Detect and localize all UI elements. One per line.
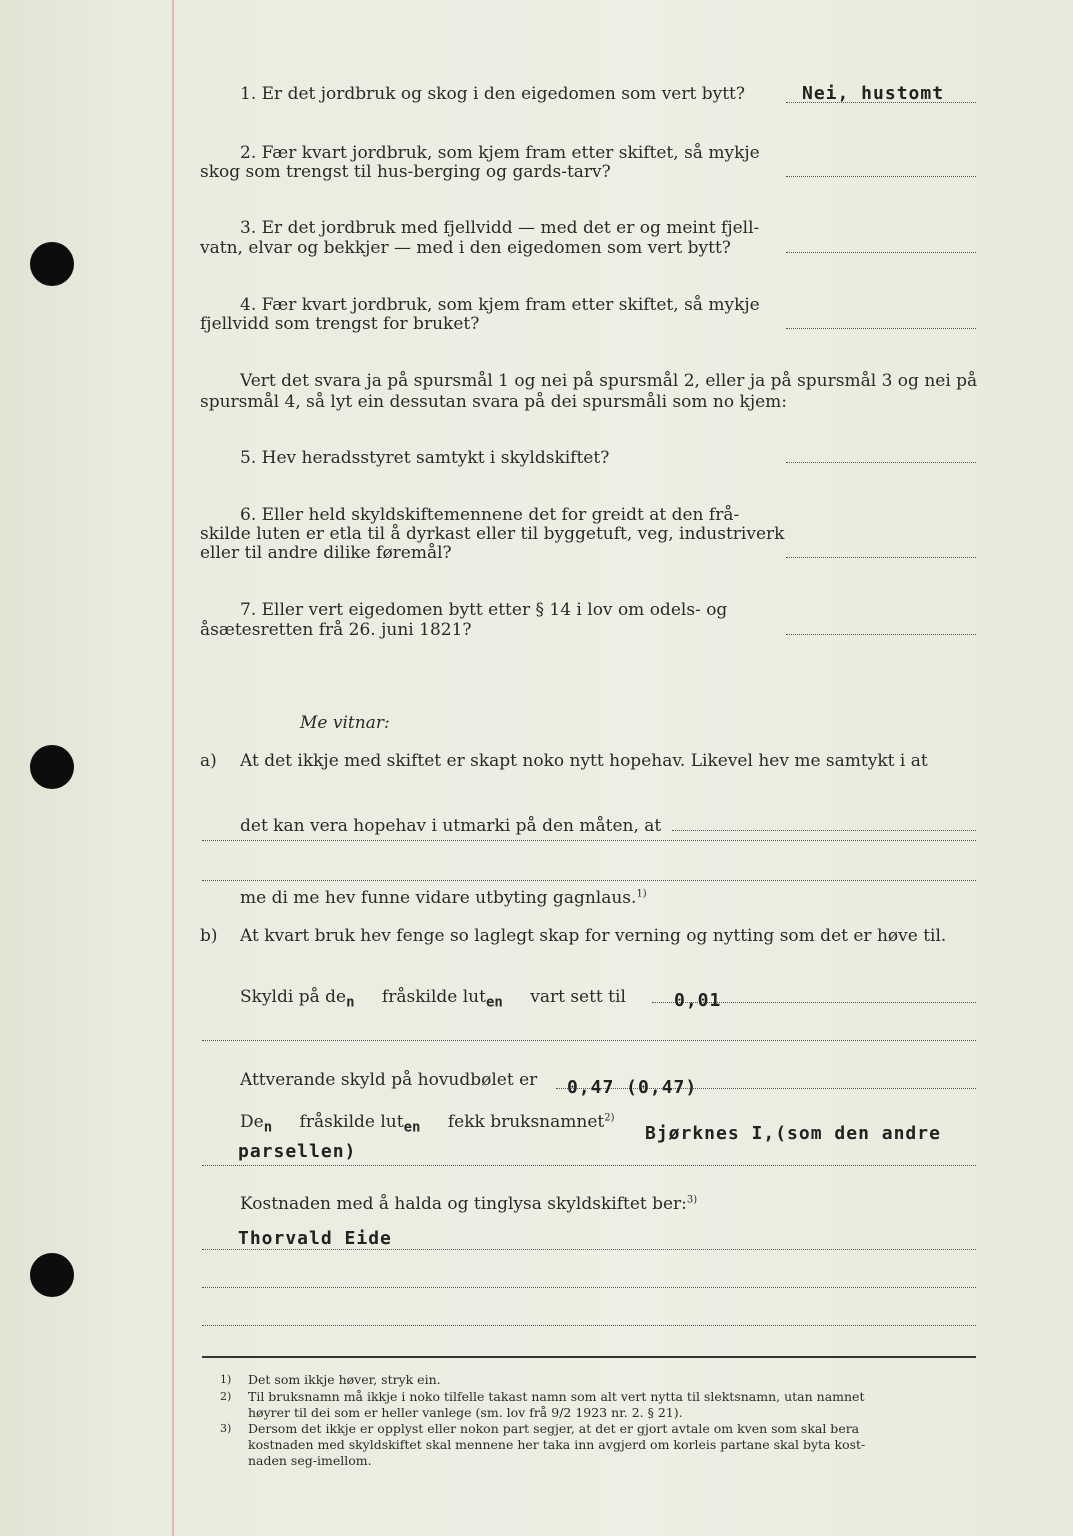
item-b-line-1: At kvart bruk hev fenge so laglegt skap for verning og nytting som det er høve til. <box>240 926 947 946</box>
item-a-line-2: det kan vera hopehav i utmarki på den måten, at <box>240 816 662 836</box>
question-6-line-1: 6. Eller held skyldskiftemennene det for greidt at den frå- <box>240 505 740 525</box>
punch-hole-middle <box>30 745 74 789</box>
question-7-line-2: åsætesretten frå 26. juni 1821? <box>200 620 472 640</box>
name-value-line-1: Bjørknes I,(som den andre <box>645 1123 941 1144</box>
question-3-line-2: vatn, elvar og bekkjer — med i den eigedomen som vert bytt? <box>200 238 731 258</box>
question-2-line-1: 2. Fær kvart jordbruk, som kjem fram etter skiftet, så mykje <box>240 143 760 163</box>
cost-label: Kostnaden med å halda og tinglysa skyldskiftet ber:$^{3)}$ <box>240 1194 698 1214</box>
intro-line-2: spursmål 4, så lyt ein dessutan svara på dei spursmåli som no kjem: <box>200 392 787 412</box>
question-2-line-2: skog som trengst til hus-berging og gards-tarv? <box>200 162 611 182</box>
item-a-marker: a) <box>200 751 217 771</box>
skyld-value: 0,01 <box>674 990 722 1011</box>
footnote-divider <box>202 1356 976 1358</box>
question-4-line-2: fjellvidd som trengst for bruket? <box>200 314 480 334</box>
footnote-1: Det som ikkje høver, stryk ein. <box>248 1372 441 1387</box>
question-6-line-3: eller til andre dilike føremål? <box>200 543 452 563</box>
answer-line-5 <box>786 462 976 463</box>
footnote-2-marker: 2) <box>220 1390 232 1403</box>
skyld-label: Skyldi på $de_n$ fråskilde lut$_{en}$ vart sett til <box>240 987 626 1011</box>
answer-line-6 <box>786 557 976 558</box>
question-3-line-1: 3. Er det jordbruk med fjellvidd — med det er og meint fjell- <box>240 218 760 238</box>
footnote-3-line-3: naden seg-imellom. <box>248 1453 372 1468</box>
answer-line-7 <box>786 634 976 635</box>
question-5: 5. Hev heradsstyret samtykt i skyldskiftet? <box>240 448 610 468</box>
remaining-value: 0,47 (0,47) <box>567 1077 698 1098</box>
footnote-2-line-2: høyrer til dei som er heller vanlege (sm. lov frå 9/2 1923 nr. 2. § 21). <box>248 1405 683 1420</box>
cost-line-2 <box>202 1287 976 1288</box>
name-line <box>202 1165 976 1166</box>
item-a-fill-line-2 <box>202 840 976 841</box>
punch-hole-top <box>30 242 74 286</box>
margin-rule <box>172 0 174 1536</box>
punch-hole-bottom <box>30 1253 74 1297</box>
item-a-fill-line-3 <box>202 880 976 881</box>
footnote-1-marker: 1) <box>220 1373 232 1386</box>
intro-line-1: Vert det svara ja på spursmål 1 og nei på spursmål 2, eller ja på spursmål 3 og nei på <box>240 371 978 391</box>
item-a-line-3: me di me hev funne vidare utbyting gagnlaus.$^{1)}$ <box>240 888 647 908</box>
footnote-3-marker: 3) <box>220 1422 232 1435</box>
footnote-3-line-1: Dersom det ikkje er opplyst eller nokon part segjer, at det er gjort avtale om kven som skal bera <box>248 1421 860 1436</box>
question-6-line-2: skilde luten er etla til å dyrkast eller til byggetuft, veg, industriverk <box>200 524 785 544</box>
answer-line-4 <box>786 328 976 329</box>
answer-1: Nei, hustomt <box>802 83 945 104</box>
question-1: 1. Er det jordbruk og skog i den eigedomen som vert bytt? <box>240 84 745 104</box>
remaining-label: Attverande skyld på hovudbølet er <box>240 1070 538 1090</box>
footnote-2-line-1: Til bruksnamn må ikkje i noko tilfelle takast namn som alt vert nytta til slektsnamn, utan namnet <box>248 1389 865 1404</box>
question-7-line-1: 7. Eller vert eigedomen bytt etter § 14 i lov om odels- og <box>240 600 728 620</box>
question-4-line-1: 4. Fær kvart jordbruk, som kjem fram etter skiftet, så mykje <box>240 295 760 315</box>
cost-value: Thorvald Eide <box>238 1228 392 1249</box>
name-label: $De_n$ fråskilde lut$_{en}$ fekk bruksnamnet$^{2)}$ <box>240 1112 615 1136</box>
item-a-fill-line-1 <box>672 830 976 831</box>
footnote-3-line-2: kostnaden med skyldskiftet skal mennene her taka inn avgjerd om korleis partane skal byta kost- <box>248 1437 866 1452</box>
name-value-line-2: parsellen) <box>238 1141 357 1162</box>
item-a-line-1: At det ikkje med skiftet er skapt noko nytt hopehav. Likevel hev me samtykt i at <box>240 751 928 771</box>
answer-line-3 <box>786 252 976 253</box>
cost-line-3 <box>202 1325 976 1326</box>
item-b-marker: b) <box>200 926 218 946</box>
answer-line-2 <box>786 176 976 177</box>
cost-line-1 <box>202 1249 976 1250</box>
skyld-extra-line <box>202 1040 976 1041</box>
witness-heading: Me vitnar: <box>300 713 390 733</box>
